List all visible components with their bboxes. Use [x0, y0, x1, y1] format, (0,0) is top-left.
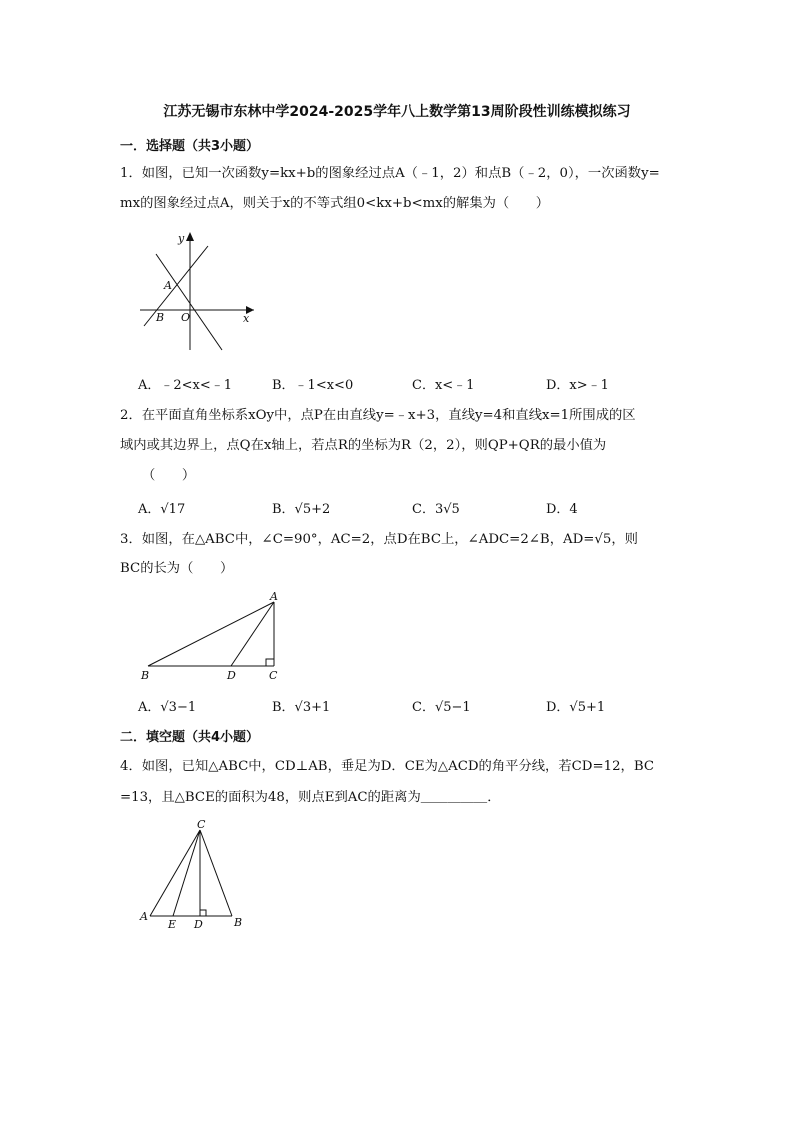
section-heading-choice: 一．选择题（共3小题）: [120, 139, 260, 154]
question-2-option-a[interactable]: A．√17: [138, 502, 186, 517]
line-kx-plus-b: [144, 246, 208, 326]
question-3-option-b[interactable]: B．√3+1: [272, 700, 331, 715]
question-1-line-1: 1．如图，已知一次函数y=kx+b的图象经过点A（﹣1，2）和点B（﹣2，0），一次函数y=: [120, 166, 660, 181]
question-3-option-c[interactable]: C．√5−1: [412, 700, 471, 715]
question-2-line-1: 2．在平面直角坐标系xOy中，点P在由直线y=﹣x+3，直线y=4和直线x=1所围成的区: [120, 408, 636, 423]
question-2-line-3: （ ）: [142, 468, 196, 483]
segment-ce: [173, 830, 200, 916]
question-4-line-2: =13，且△BCE的面积为48，则点E到AC的距离为＿＿＿＿＿．: [120, 790, 501, 805]
label-point-a: A: [140, 910, 148, 923]
question-1-option-a[interactable]: A．﹣2<x<﹣1: [138, 378, 233, 393]
question-1-line-2: mx的图象经过点A，则关于x的不等式组0<kx+b<mx的解集为（ ）: [120, 196, 550, 211]
right-angle-mark: [266, 659, 274, 666]
question-3-figure: [136, 588, 286, 684]
question-2-option-d[interactable]: D．4: [546, 502, 578, 517]
question-1-option-c[interactable]: C．x<﹣1: [412, 378, 475, 393]
y-axis-arrow-icon: [186, 232, 194, 241]
segment-ab: [148, 602, 274, 666]
question-2-line-2: 域内或其边界上，点Q在x轴上，若点R的坐标为R（2，2），则QP+QR的最小值为: [120, 438, 607, 453]
question-1-figure: [136, 226, 262, 354]
label-point-b: B: [234, 916, 243, 929]
label-point-e: E: [168, 918, 177, 931]
label-point-b: B: [141, 669, 150, 682]
question-4-line-1: 4．如图，已知△ABC中，CD⊥AB，垂足为D．CE为△ACD的角平分线，若CD=12，BC: [120, 759, 655, 774]
segment-ad: [231, 602, 274, 666]
question-3-line-2: BC的长为（ ）: [120, 561, 234, 576]
question-2-option-c[interactable]: C．3√5: [412, 502, 460, 517]
label-x: x: [243, 312, 250, 325]
document-title: 江苏无锡市东林中学2024-2025学年八上数学第13周阶段性训练模拟练习: [163, 104, 631, 120]
question-1-option-d[interactable]: D．x>﹣1: [546, 378, 609, 393]
question-2-option-b[interactable]: B．√5+2: [272, 502, 331, 517]
label-origin-o: O: [181, 311, 191, 324]
label-point-a: A: [164, 279, 172, 292]
label-point-d: D: [194, 918, 203, 931]
right-angle-mark: [200, 910, 206, 916]
question-4-figure: [136, 818, 256, 934]
question-3-option-d[interactable]: D．√5+1: [546, 700, 606, 715]
label-y: y: [178, 232, 185, 245]
segment-bc: [200, 830, 232, 916]
question-3-line-1: 3．如图，在△ABC中，∠C=90°，AC=2，点D在BC上，∠ADC=2∠B，AD=√5，则: [120, 532, 638, 547]
label-point-d: D: [227, 669, 236, 682]
label-point-c: C: [269, 669, 278, 682]
question-1-option-b[interactable]: B．﹣1<x<0: [272, 378, 354, 393]
question-3-option-a[interactable]: A．√3−1: [138, 700, 197, 715]
label-point-a: A: [270, 590, 278, 603]
line-mx: [156, 254, 222, 350]
segment-ac: [150, 830, 200, 916]
label-point-b: B: [156, 311, 165, 324]
section-heading-fill: 二．填空题（共4小题）: [120, 730, 260, 745]
label-point-c: C: [197, 818, 206, 831]
